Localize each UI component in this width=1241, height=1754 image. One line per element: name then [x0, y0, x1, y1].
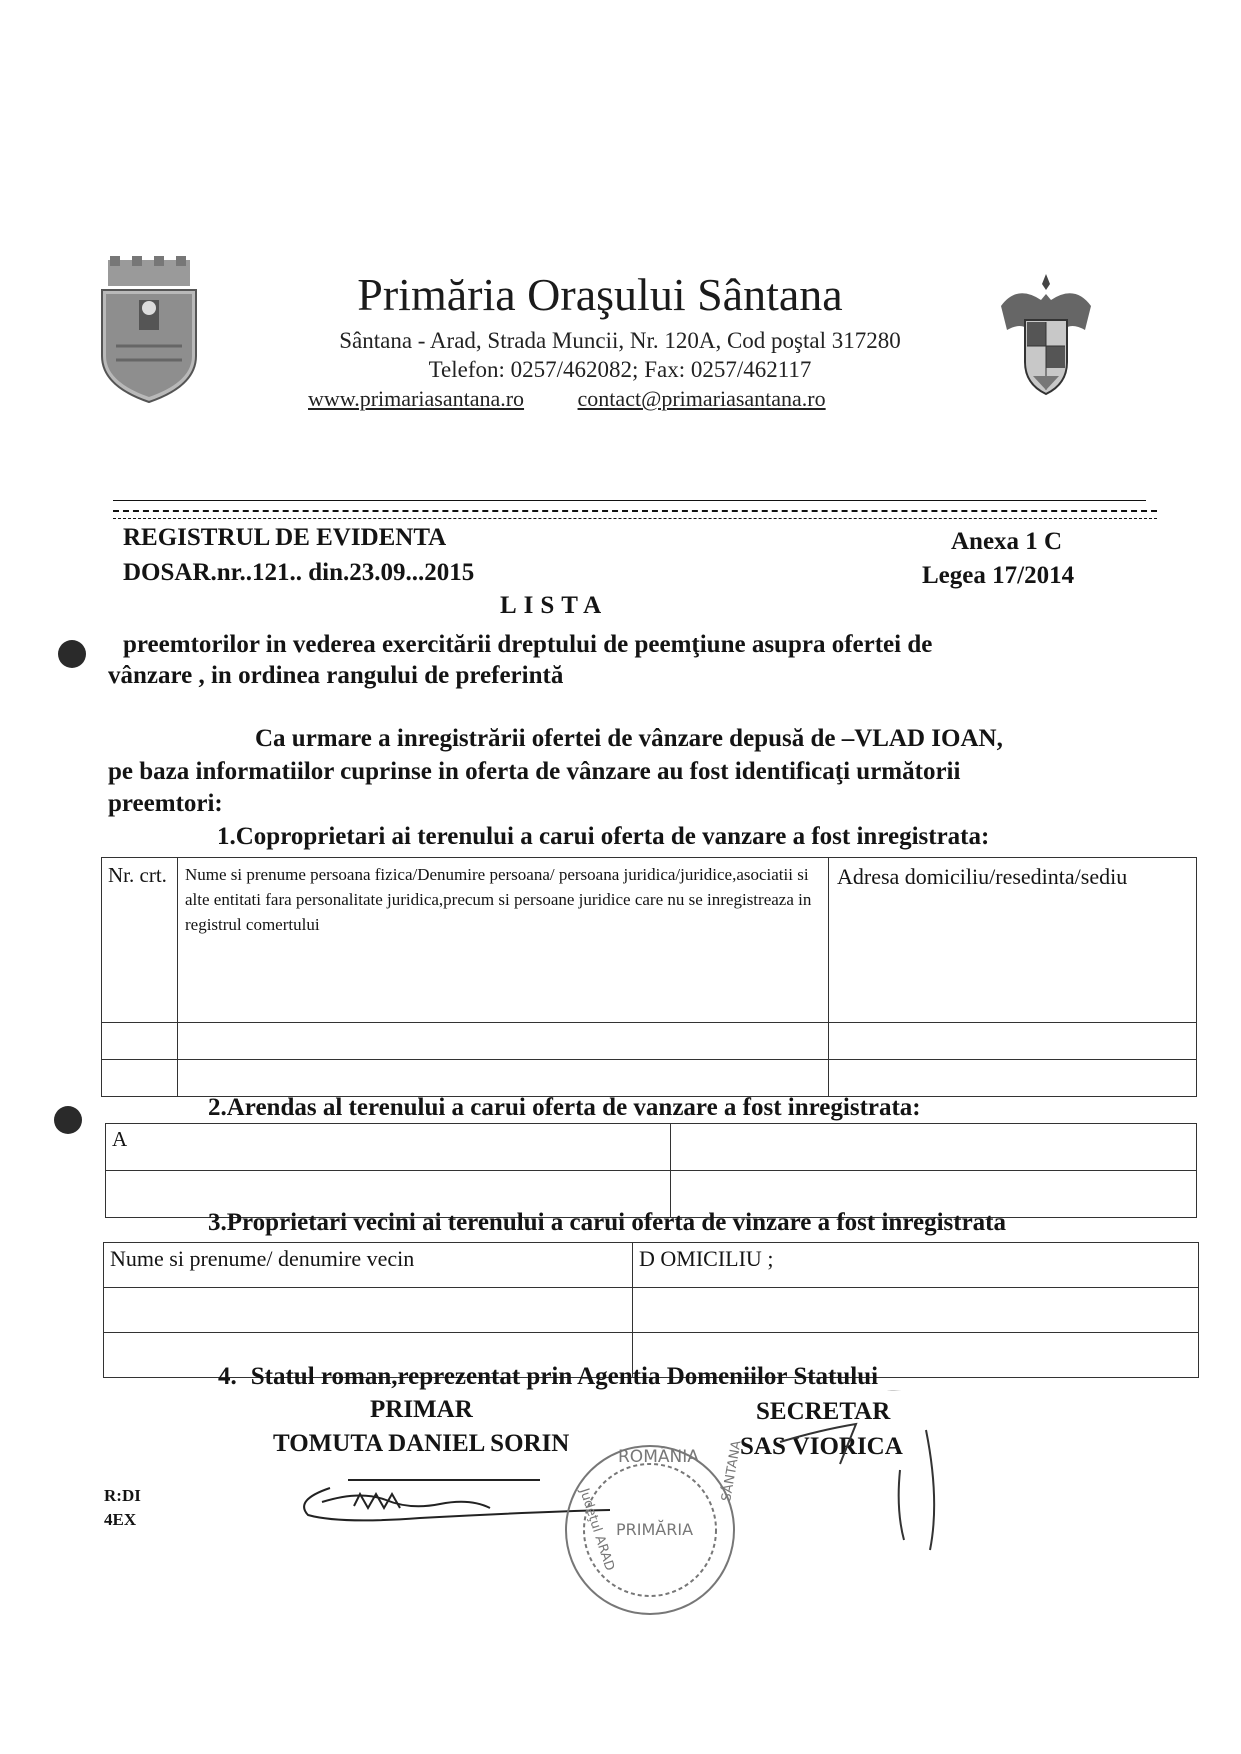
- section-2-title: 2.Arendas al terenului a carui oferta de vanzare a fost inregistrata:: [208, 1094, 921, 1121]
- tenant-table: [105, 1123, 1197, 1218]
- table-cell: [829, 1060, 1197, 1097]
- table-cell: [102, 1060, 178, 1097]
- table-cell: [671, 1124, 1197, 1171]
- intro-line-3: preemtori:: [108, 790, 223, 817]
- table-cell: [178, 1023, 829, 1060]
- table-cell: [104, 1288, 633, 1333]
- institution-title: Primăria Oraşului Sântana: [357, 269, 843, 320]
- mayor-role: PRIMAR: [370, 1396, 473, 1423]
- table-cell: A: [106, 1124, 671, 1171]
- column-header-name: Nume si prenume persoana fizica/Denumire persoana/ persoana juridica/juridice,asociatii si alte entitati fara personalitate juridica,precum si persoane juridice care nu se inregistreaza in registrul comertului: [178, 858, 829, 1023]
- stamp-top-text: ROMÂNIA: [618, 1447, 699, 1467]
- section-4-number: 4.: [218, 1363, 237, 1390]
- column-header-domicile: D OMICILIU ;: [633, 1243, 1199, 1288]
- table-header-row: [104, 1243, 1199, 1288]
- column-header-address: Adresa domiciliu/resedinta/sediu: [829, 858, 1197, 1023]
- reference-code: R:DI: [104, 1486, 141, 1505]
- section-1-title: 1.Coproprietari ai terenului a carui oferta de vanzare a fost inregistrata:: [217, 823, 990, 850]
- table-cell: [829, 1023, 1197, 1060]
- punch-hole-icon: [58, 640, 86, 668]
- table-row: [104, 1288, 1199, 1333]
- dossier-number: DOSAR.nr..121.. din.23.09...2015: [123, 559, 475, 586]
- institution-address: Sântana - Arad, Strada Muncii, Nr. 120A, Cod poştal 317280: [339, 328, 901, 353]
- mayor-name: TOMUTA DANIEL SORIN: [273, 1430, 570, 1457]
- law-label: Legea 17/2014: [922, 562, 1075, 589]
- intro-line-1: Ca urmare a inregistrării ofertei de vânzare depusă de –VLAD IOAN,: [255, 725, 1003, 752]
- table-header-row: [102, 858, 1197, 1023]
- secretary-role: SECRETAR: [756, 1398, 891, 1425]
- website-link[interactable]: www.primariasantana.ro: [308, 386, 525, 411]
- city-coat-of-arms-icon: [96, 256, 202, 404]
- table-cell: [178, 1060, 829, 1097]
- column-header-neighbour: Nume si prenume/ denumire vecin: [104, 1243, 633, 1288]
- signatures-and-stamp: [300, 1390, 1120, 1640]
- copies-count: 4EX: [104, 1510, 137, 1529]
- email-link[interactable]: contact@primariasantana.ro: [577, 386, 826, 411]
- table-cell: [102, 1023, 178, 1060]
- stamp-left-text: Judeţul ARAD: [576, 1486, 617, 1573]
- table-cell: [633, 1288, 1199, 1333]
- subheading-line-1: preemtorilor in vederea exercitării dreptului de peemţiune asupra ofertei de: [123, 631, 933, 658]
- document-heading: LISTA: [500, 592, 609, 619]
- coowners-table: [101, 857, 1197, 1097]
- institution-phone-fax: Telefon: 0257/462082; Fax: 0257/462117: [428, 357, 812, 382]
- section-4-title: [218, 1363, 878, 1391]
- stamp-center-text: PRIMĂRIA: [616, 1520, 694, 1539]
- institution-links: [308, 386, 948, 412]
- secretary-signature-icon: [780, 1390, 980, 1550]
- mayor-signature-icon: [304, 1480, 610, 1520]
- header-rule-dashed: [113, 510, 1157, 512]
- neighbours-table: [103, 1242, 1199, 1378]
- register-title: REGISTRUL DE EVIDENTA: [123, 524, 447, 551]
- header-rule-dashed-2: [113, 518, 1157, 519]
- subheading-line-2: vânzare , in ordinea rangului de preferintă: [108, 662, 564, 689]
- annex-label: Anexa 1 C: [951, 528, 1063, 555]
- punch-hole-icon: [54, 1106, 82, 1134]
- section-3-title: 3.Proprietari vecini ai terenului a carui oferta de vinzare a fost inregistrata: [208, 1209, 1006, 1236]
- column-header-number: Nr. crt.: [102, 858, 178, 1023]
- section-4-text: Statul roman,reprezentat prin Agentia Domeniilor Statului: [250, 1363, 879, 1390]
- table-row: [102, 1023, 1197, 1060]
- header-rule: [113, 500, 1146, 501]
- secretary-name: SAS VIORICA: [740, 1433, 903, 1460]
- table-row: [102, 1060, 1197, 1097]
- table-row: [106, 1124, 1197, 1171]
- stamp-right-text: SÂNTANA: [719, 1439, 745, 1503]
- intro-line-2: pe baza informatiilor cuprinse in oferta de vânzare au fost identificaţi următorii: [108, 758, 961, 785]
